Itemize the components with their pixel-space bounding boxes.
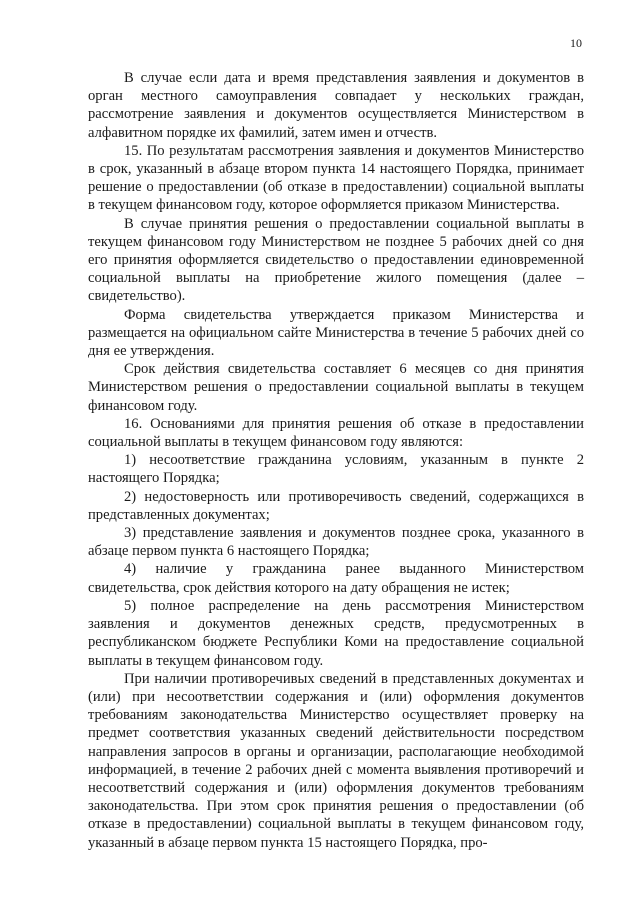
paragraph-certificate-validity: Срок действия свидетельства составляет 6 месяцев со дня принятия Министерством решения о предоставлении социальной выплаты в текущем финансовом году. xyxy=(88,361,584,414)
paragraph-certificate-form: Форма свидетельства утверждается приказом Министерства и размещается на официальном сайте Министерства в течение 5 рабочих дней со дня ее утверждения. xyxy=(88,306,584,360)
list-item-refusal-2: 2) недостоверность или противоречивость сведений, содержащихся в представленных документах; xyxy=(88,488,584,523)
list-item-refusal-3: 3) представление заявления и документов позднее срока, указанного в абзаце первом пункта 6 настоящего Порядка; xyxy=(88,525,584,560)
document-body xyxy=(88,69,584,852)
page-number: 10 xyxy=(570,36,582,50)
paragraph-item-16: 16. Основаниями для принятия решения об отказе в предоставлении социальной выплаты в текущем финансовом году являются: xyxy=(88,415,584,451)
paragraph-alphabetical-order: В случае если дата и время представления заявления и документов в орган местного самоуправления совпадает у нескольких граждан, рассмотрение заявления и документов осуществляется Министерством в алфавитном порядке их фамилий, затем имен и отчеств. xyxy=(88,70,584,141)
list-item-refusal-4: 4) наличие у гражданина ранее выданного Министерством свидетельства, срок действия которого на дату обращения не истек; xyxy=(88,561,584,596)
paragraph-item-15: 15. По результатам рассмотрения заявления и документов Министерство в срок, указанный в абзаце втором пункта 14 настоящего Порядка, принимает решение о предоставлении (об отказе в предоставлении) социальной выплаты в текущем финансовом году, которое оформляется приказом Министерства. xyxy=(88,142,584,214)
list-item-refusal-1: 1) несоответствие гражданина условиям, указанным в пункте 2 настоящего Порядка; xyxy=(88,452,584,487)
paragraph-certificate-issuance: В случае принятия решения о предоставлении социальной выплаты в текущем финансовом году Министерством не позднее 5 рабочих дней со дня его принятия оформляется свидетельство о предоставлении единовременной социальной выплаты на приобретение жилого помещения (далее – свидетельство). xyxy=(88,215,584,305)
list-item-refusal-5: 5) полное распределение на день рассмотрения Министерством заявления и документов денежных средств, предусмотренных в республиканском бюджете Республики Коми на предоставление социальной выплаты в текущем финансовом году. xyxy=(88,597,584,669)
paragraph-verification: При наличии противоречивых сведений в представленных документах и (или) при несоответствии содержания и (или) оформления документов требованиям законодательства Министерство осуществляет проверку на предмет соответствия указанных сведений действительности посредством направления запросов в органы и организации, располагающие необходимой информацией, в течение 2 рабочих дней с момента выявления противоречий и несоответствий содержания и (или) оформления документов требованиям законодательства. При этом срок принятия решения о предоставлении (об отказе в предоставлении) социальной выплаты в текущем финансовом году, указанный в абзаце первом пункта 15 настоящего Порядка, про- xyxy=(88,670,584,851)
